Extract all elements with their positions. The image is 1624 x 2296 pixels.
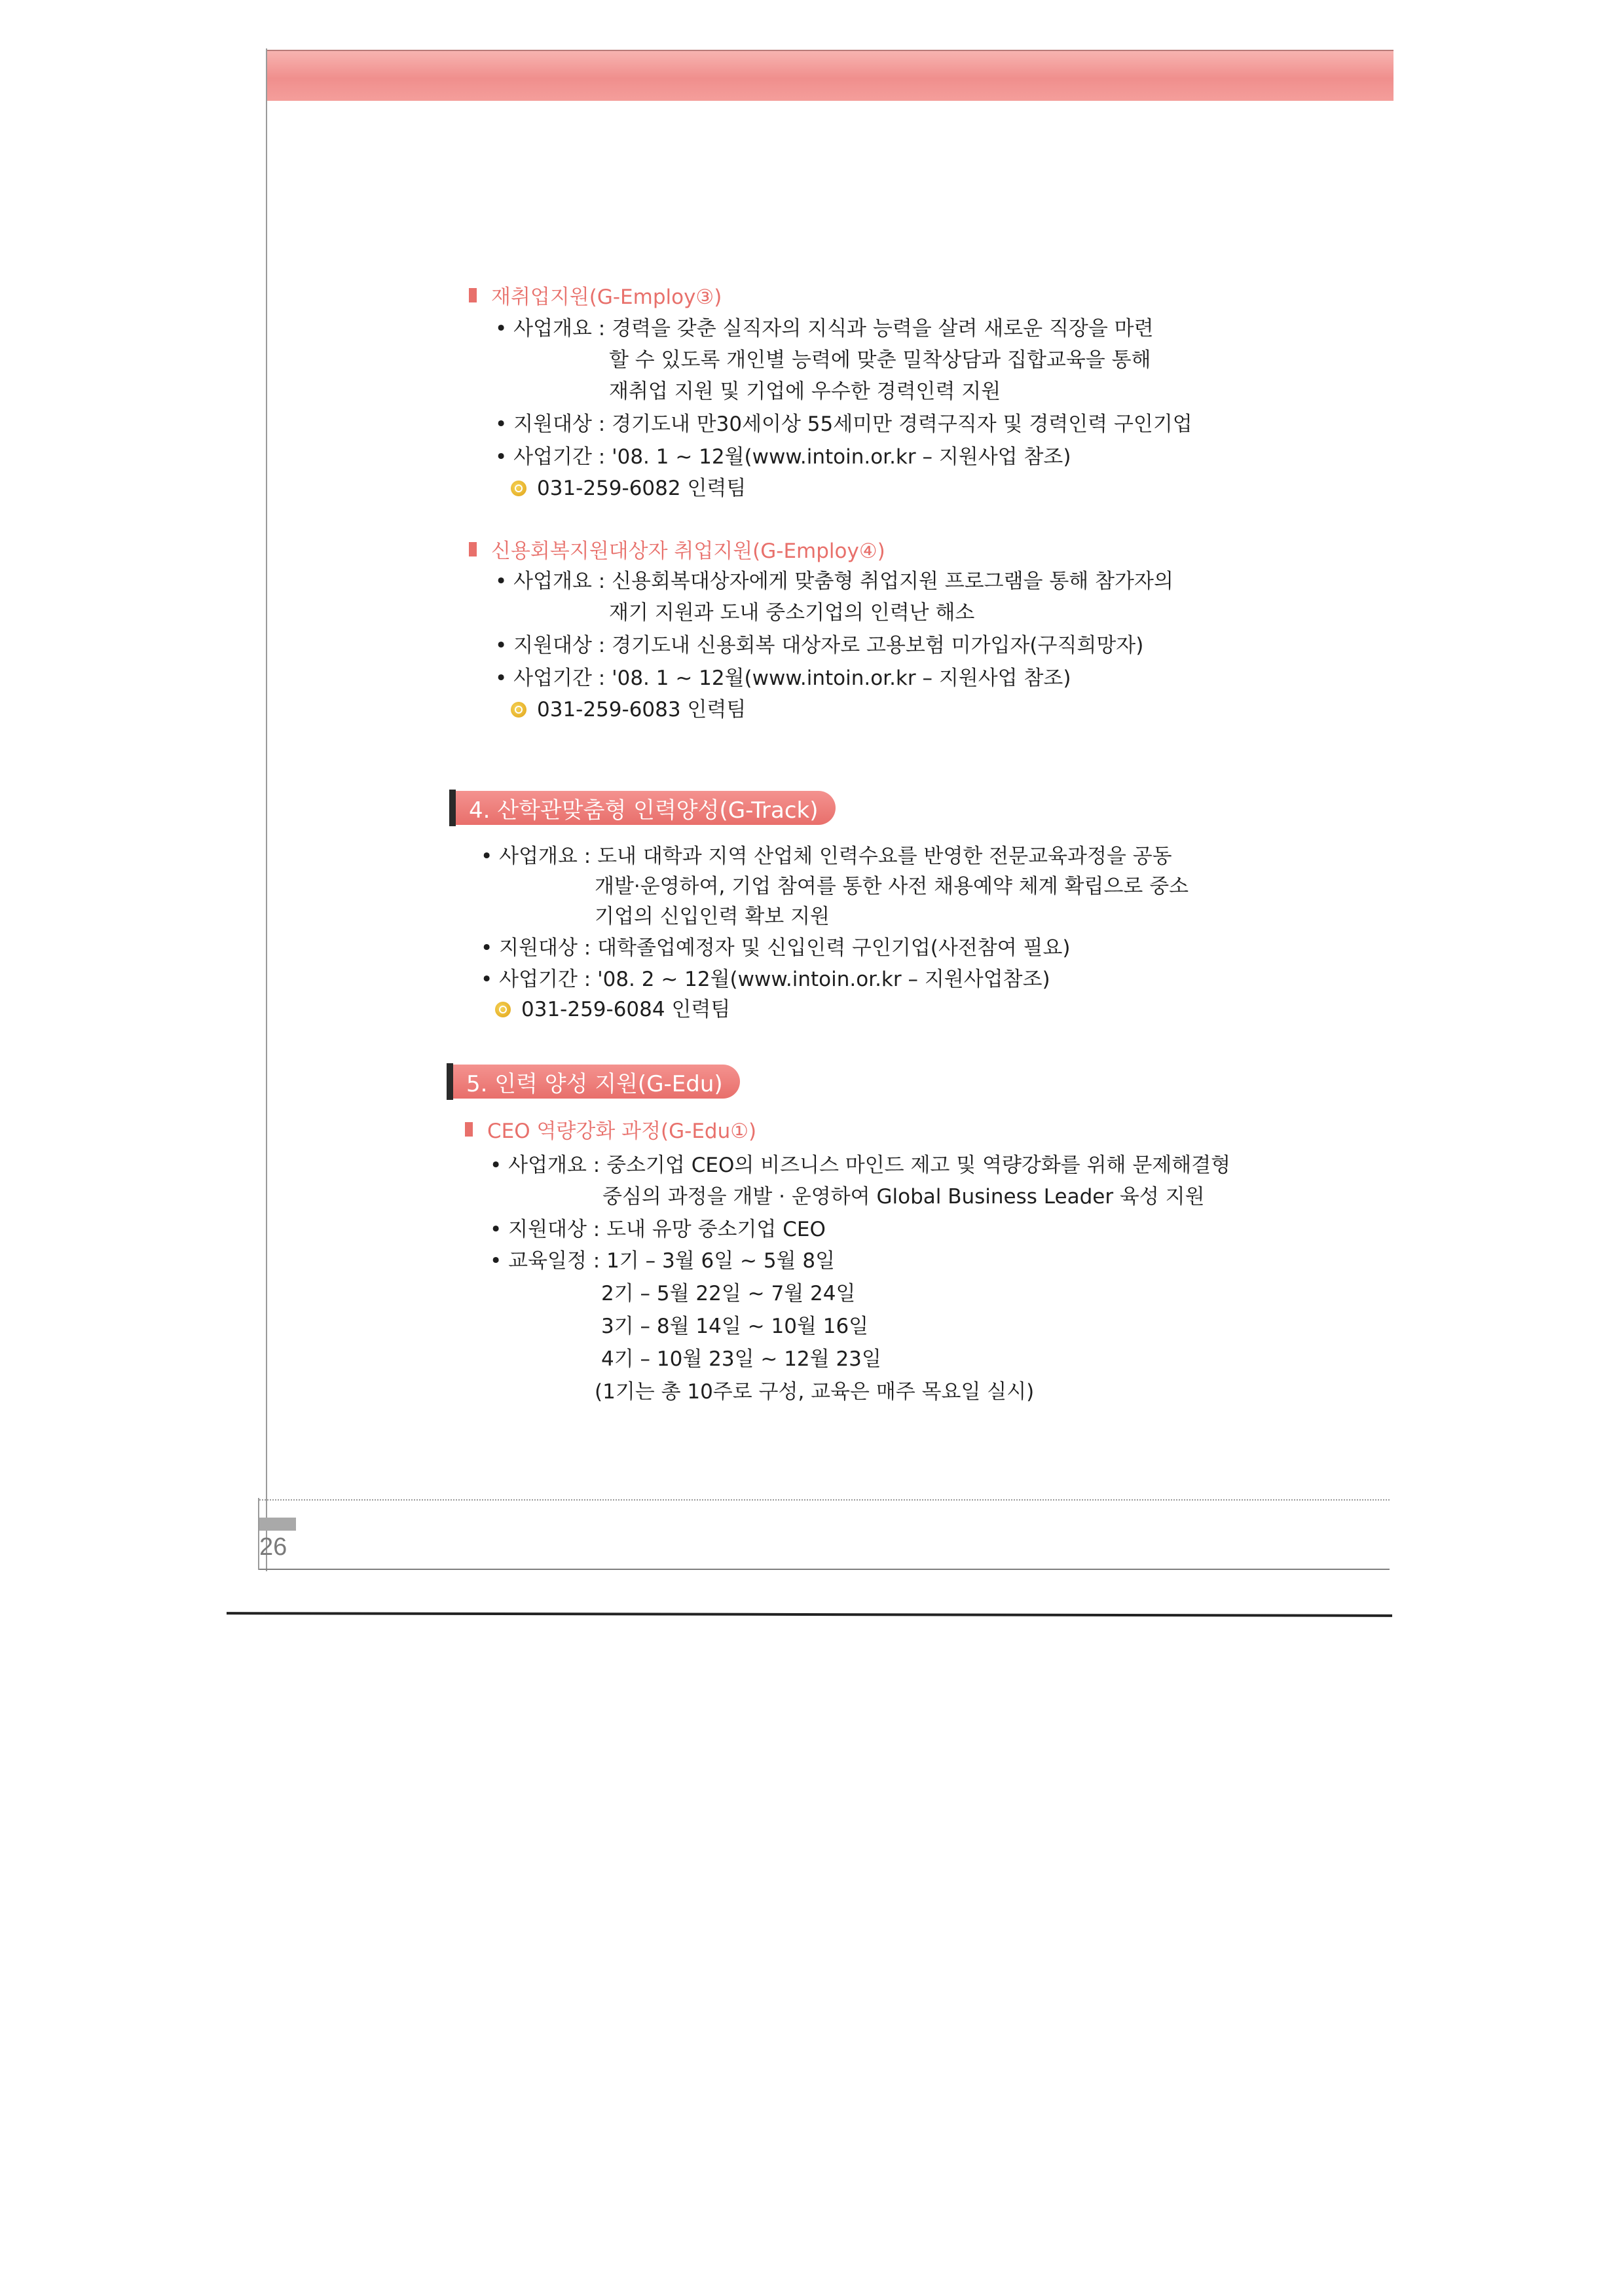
target-text: 대학졸업예정자 및 신입인력 구인기업(사전참여 필요)	[597, 936, 1071, 960]
overview-text: 중소기업 CEO의 비즈니스 마인드 제고 및 역량강화를 위해 문제해결형	[606, 1154, 1231, 1177]
schedule-note	[595, 1379, 1034, 1405]
heading-pill: 4. 산학관맞춤형 인력양성(G-Track)	[456, 791, 836, 825]
overview-text: 할 수 있도록 개인별 능력에 맞춘 밀착상담과 집합교육을 통해	[609, 348, 1151, 372]
schedule-text: 3기 – 8월 14일 ~ 10월 16일	[601, 1315, 869, 1338]
section-title-credit-recovery	[469, 534, 885, 564]
square-bullet-icon	[465, 1122, 473, 1137]
overview-line	[490, 1152, 1230, 1178]
heading-pill: 5. 인력 양성 지원(G-Edu)	[453, 1065, 740, 1099]
phone-icon	[511, 481, 526, 496]
overview-text: 도내 대학과 지역 산업체 인력수요를 반영한 전문교육과정을 공동	[597, 845, 1172, 868]
target-line	[481, 935, 1071, 961]
schedule-line	[601, 1313, 868, 1339]
schedule-text: 2기 – 5월 22일 ~ 7월 24일	[601, 1282, 856, 1305]
section-title-reemployment	[469, 280, 722, 310]
section-title-text: CEO 역량강화 과정(G-Edu①)	[487, 1120, 757, 1143]
schedule-line	[601, 1346, 881, 1372]
overview-text: 중심의 과정을 개발 · 운영하여 Global Business Leader 육성 지원	[602, 1185, 1205, 1209]
overview-text: 경력을 갖춘 실직자의 지식과 능력을 살려 새로운 직장을 마련	[612, 317, 1154, 340]
section-heading-g-edu	[447, 1065, 740, 1099]
target-text: 경기도내 신용회복 대상자로 고용보험 미가입자(구직희망자)	[612, 634, 1144, 657]
overview-line	[609, 600, 974, 626]
phone-line	[495, 996, 730, 1023]
overview-line	[495, 316, 1154, 342]
footer-rule-bottom	[259, 1569, 1390, 1570]
target-text: 도내 유망 중소기업 CEO	[606, 1218, 826, 1241]
overview-line	[595, 873, 1189, 900]
target-text: 경기도내 만30세이상 55세미만 경력구직자 및 경력인력 구인기업	[612, 412, 1192, 436]
overview-line	[609, 347, 1151, 373]
target-line	[495, 411, 1192, 437]
period-line	[481, 966, 1050, 993]
period-line	[495, 665, 1071, 691]
overview-label: • 사업개요 :	[490, 1154, 607, 1177]
overview-label: • 사업개요 :	[495, 570, 612, 593]
overview-line	[495, 568, 1173, 594]
phone-line	[511, 475, 746, 501]
square-bullet-icon	[469, 542, 477, 556]
period-label: • 사업기간 :	[495, 666, 612, 690]
page-tab	[259, 1518, 296, 1531]
section-title-text: 신용회복지원대상자 취업지원(G-Employ④)	[491, 539, 885, 563]
phone-icon	[495, 1002, 511, 1017]
section-title-text: 재취업지원(G-Employ③)	[491, 285, 722, 309]
section-heading-g-track	[449, 791, 836, 825]
phone-icon	[511, 702, 526, 718]
phone-line	[511, 697, 746, 723]
schedule-label: • 교육일정 :	[490, 1249, 607, 1273]
target-line	[495, 632, 1143, 659]
period-text: '08. 1 ~ 12월(www.intoin.or.kr – 지원사업 참조)	[612, 666, 1071, 690]
phone-text: 031-259-6084 인력팀	[521, 998, 731, 1021]
heading-bar	[447, 1063, 453, 1100]
target-line	[490, 1216, 826, 1243]
target-label: • 지원대상 :	[495, 634, 612, 657]
overview-text: 기업의 신입인력 확보 지원	[595, 905, 830, 928]
overview-line	[602, 1184, 1205, 1210]
overview-text: 개발·운영하여, 기업 참여를 통한 사전 채용예약 체계 확립으로 중소	[595, 875, 1189, 898]
schedule-line	[490, 1248, 835, 1274]
period-text: '08. 1 ~ 12월(www.intoin.or.kr – 지원사업 참조)	[612, 445, 1071, 469]
section-title-ceo	[465, 1114, 756, 1144]
target-label: • 지원대상 :	[481, 936, 598, 960]
period-label: • 사업기간 :	[481, 968, 598, 991]
square-bullet-icon	[469, 288, 477, 302]
overview-label: • 사업개요 :	[495, 317, 612, 340]
schedule-line	[601, 1281, 855, 1307]
phone-text: 031-259-6083 인력팀	[537, 698, 747, 721]
target-label: • 지원대상 :	[490, 1218, 607, 1241]
schedule-text: 1기 – 3월 6일 ~ 5월 8일	[606, 1249, 836, 1273]
overview-text: 재기 지원과 도내 중소기업의 인력난 해소	[609, 601, 975, 625]
phone-text: 031-259-6082 인력팀	[537, 477, 747, 500]
schedule-text: 4기 – 10월 23일 ~ 12월 23일	[601, 1347, 881, 1371]
period-label: • 사업기간 :	[495, 445, 612, 469]
overview-label: • 사업개요 :	[481, 845, 598, 868]
overview-text: 재취업 지원 및 기업에 우수한 경력인력 지원	[609, 380, 1001, 403]
target-label: • 지원대상 :	[495, 412, 612, 436]
overview-text: 신용회복대상자에게 맞춤형 취업지원 프로그램을 통해 참가자의	[612, 570, 1173, 593]
overview-line	[609, 378, 1001, 405]
footer-rule-top	[259, 1499, 1390, 1501]
period-text: '08. 2 ~ 12월(www.intoin.or.kr – 지원사업참조)	[597, 968, 1050, 991]
page-number: 26	[259, 1533, 287, 1561]
overview-line	[595, 903, 830, 930]
heading-bar	[449, 790, 456, 826]
schedule-text: (1기는 총 10주로 구성, 교육은 매주 목요일 실시)	[595, 1380, 1035, 1404]
overview-line	[481, 843, 1172, 869]
period-line	[495, 444, 1071, 470]
